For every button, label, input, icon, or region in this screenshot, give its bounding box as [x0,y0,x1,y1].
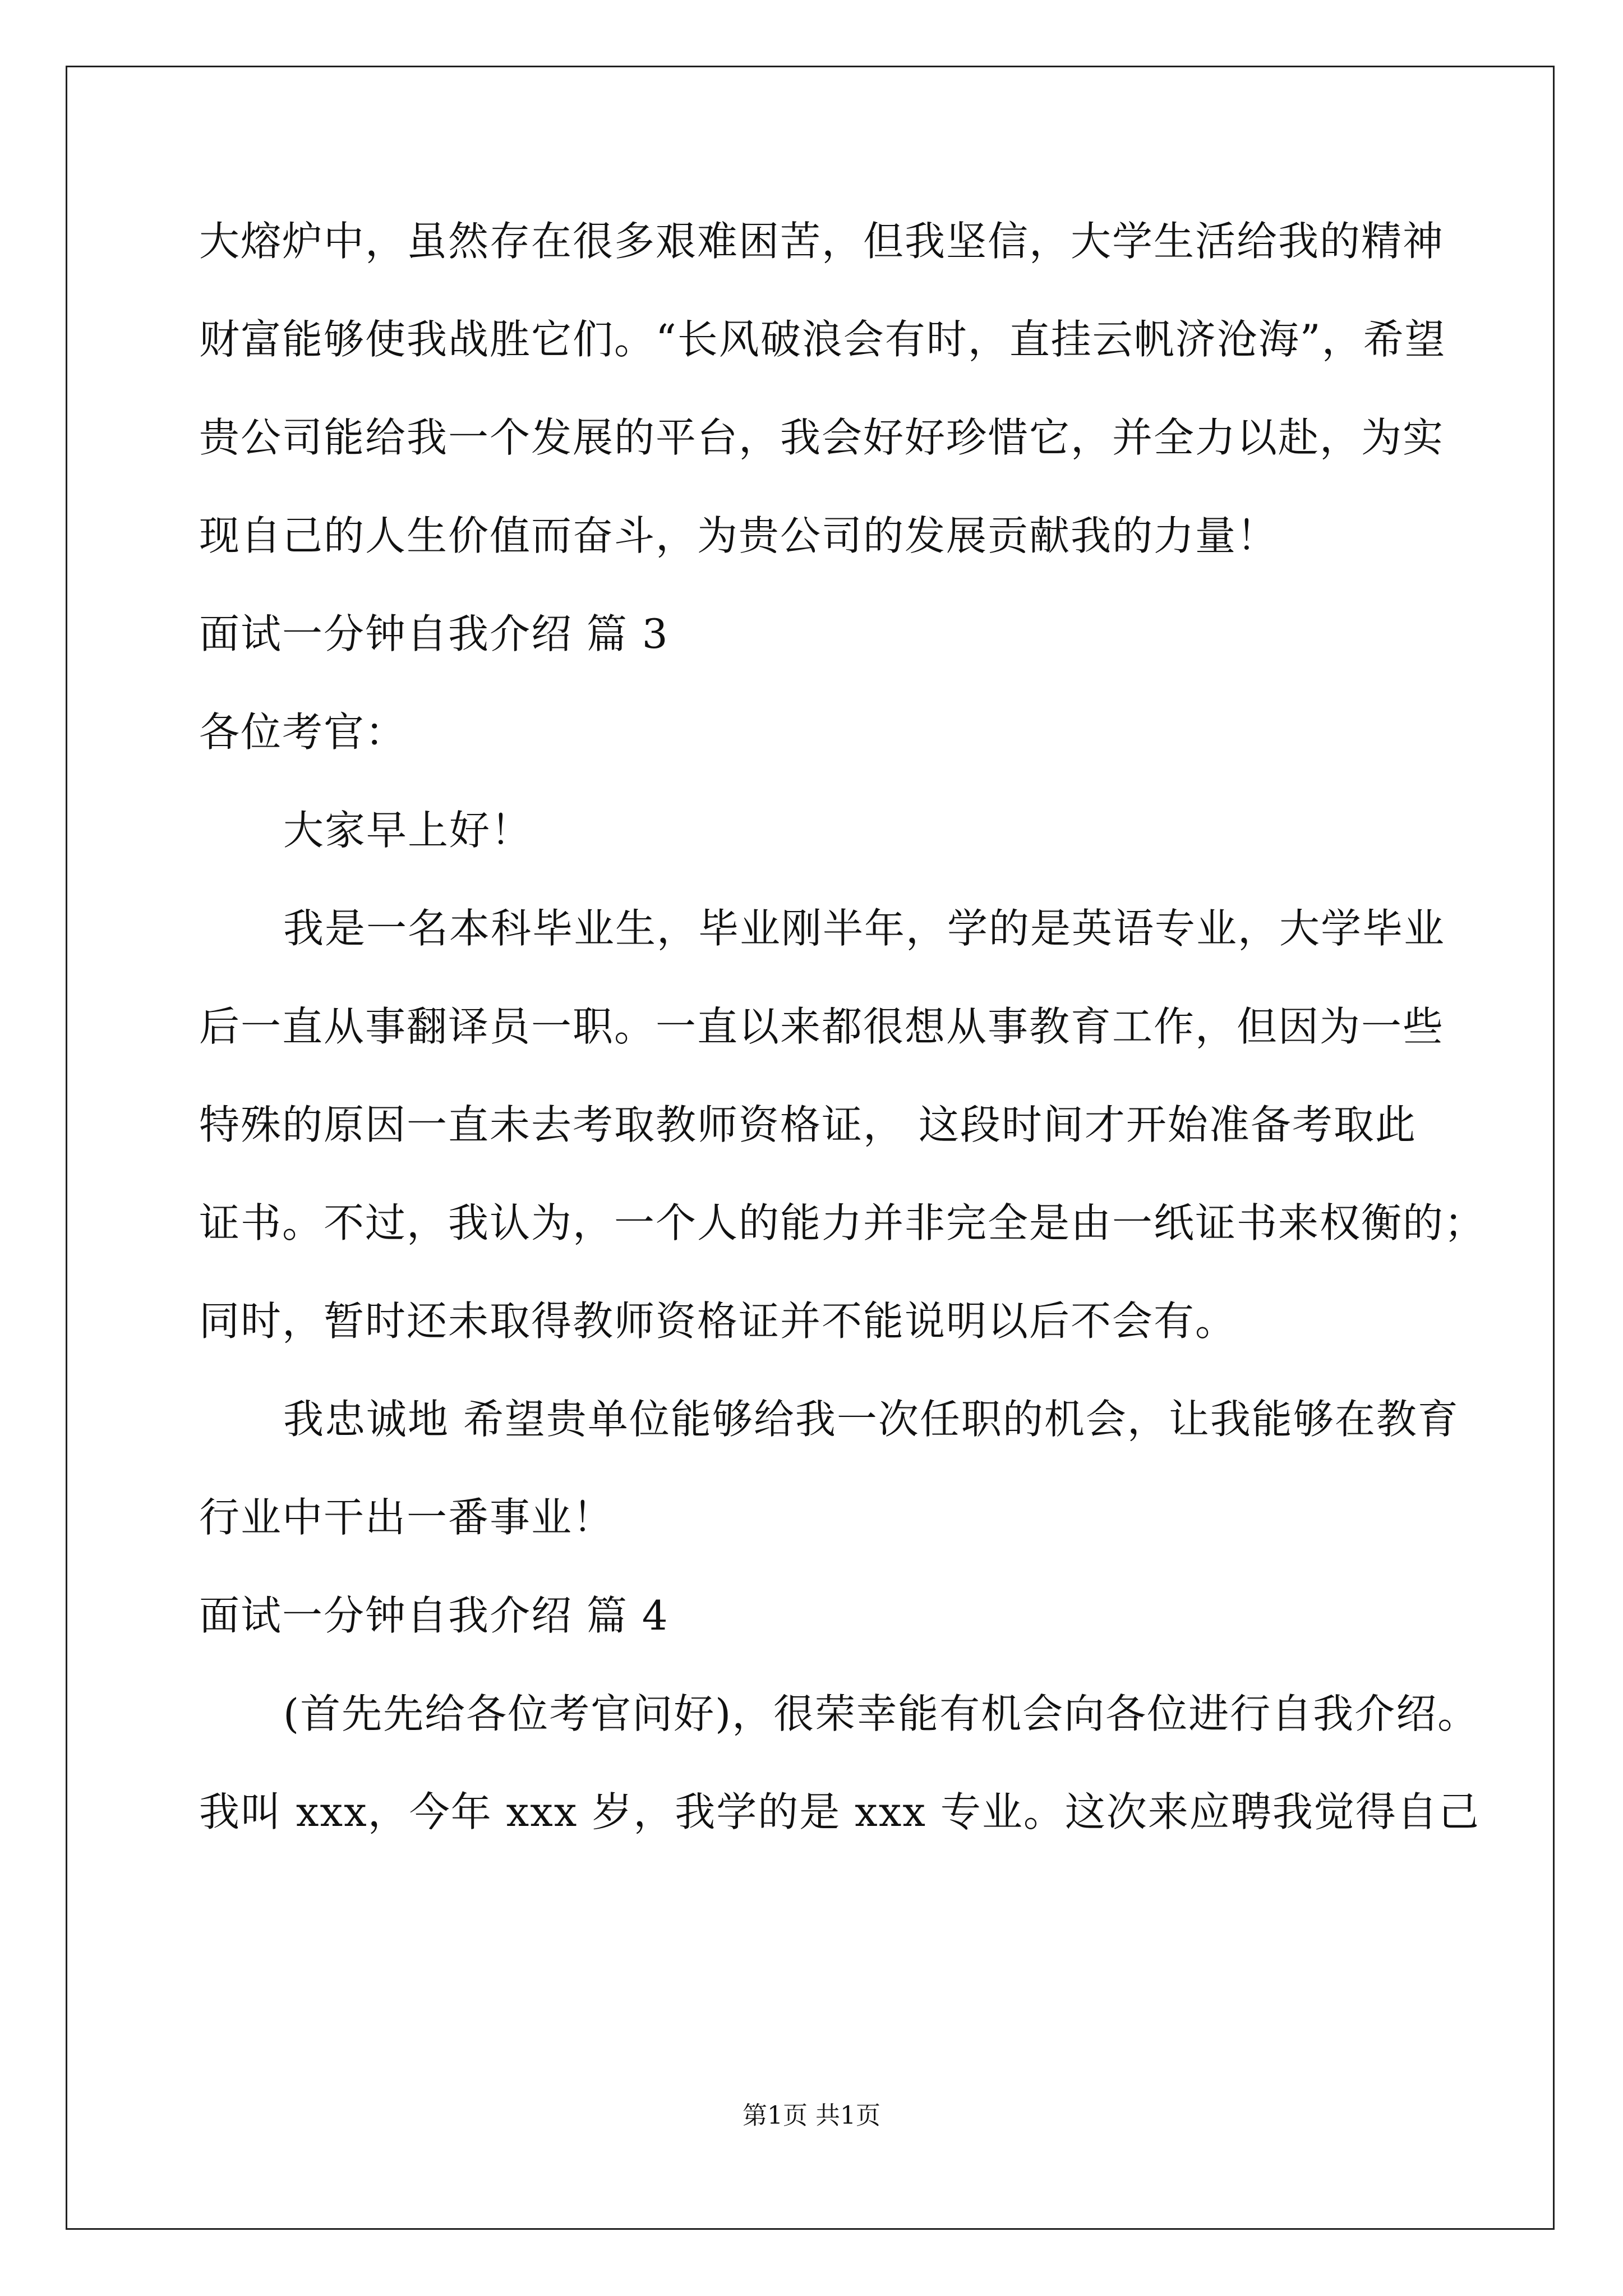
body-line: 财富能够使我战胜它们。“长风破浪会有时，直挂云帆济沧海”，希望 [199,316,1446,363]
section-heading: 面试一分钟自我介绍 篇 4 [199,1592,669,1639]
salutation: 各位考官： [199,708,407,756]
body-line: 我是一名本科毕业生，毕业刚半年，学的是英语专业，大学毕业 [283,905,1446,952]
body-line: 我叫 xxx，今年 xxx 岁，我学的是 xxx 专业。这次来应聘我觉得自己 [199,1788,1480,1835]
body-line: 同时，暂时还未取得教师资格证并不能说明以后不会有。 [199,1297,1237,1345]
body-line: 大熔炉中，虽然存在很多艰难困苦，但我坚信，大学生活给我的精神 [199,218,1445,265]
body-line: 现自己的人生价值而奋斗，为贵公司的发展贡献我的力量！ [199,512,1279,559]
greeting: 大家早上好！ [283,807,533,854]
body-line: 贵公司能给我一个发展的平台，我会好好珍惜它，并全力以赴，为实 [199,414,1445,461]
body-line: 后一直从事翻译员一职。一直以来都很想从事教育工作，但因为一些 [199,1003,1445,1050]
body-line: 特殊的原因一直未去考取教师资格证， 这段时间才开始准备考取此 [199,1101,1417,1148]
body-line: 行业中干出一番事业！ [199,1494,615,1541]
section-heading: 面试一分钟自我介绍 篇 3 [199,610,669,657]
page-footer: 第1页 共1页 [743,2101,880,2130]
body-line: 证书。不过，我认为，一个人的能力并非完全是由一纸证书来权衡的； [199,1199,1486,1246]
body-line: 我忠诚地 希望贵单位能够给我一次任职的机会，让我能够在教育 [283,1396,1459,1443]
body-line: (首先先给各位考官问好)，很荣幸能有机会向各位进行自我介绍。 [283,1690,1479,1737]
